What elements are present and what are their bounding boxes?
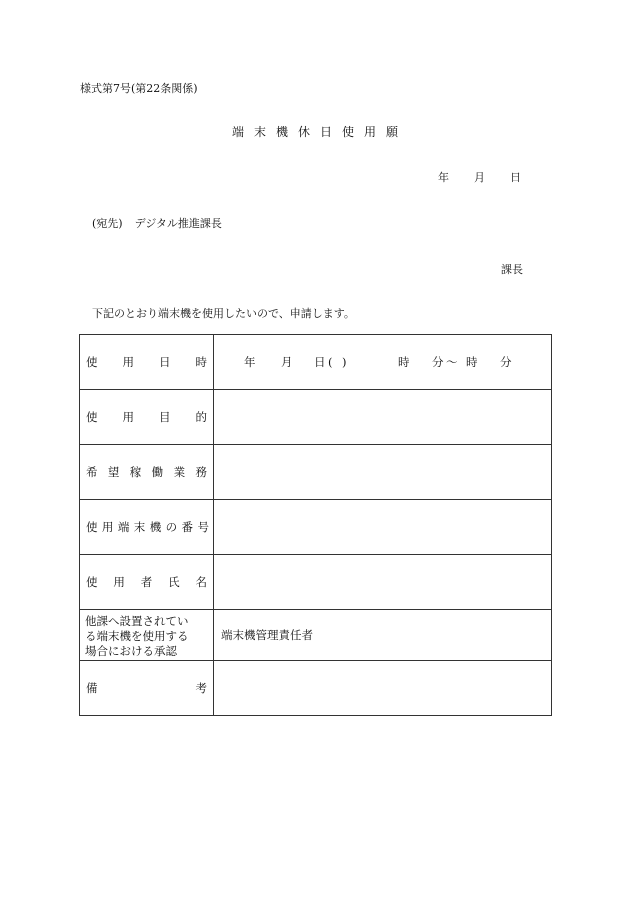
dt-day: 日 xyxy=(314,355,326,369)
value-usage-purpose[interactable] xyxy=(214,390,552,445)
title-char: 使 xyxy=(342,125,355,139)
label-char: 番 xyxy=(181,520,194,534)
label-char: 稼 xyxy=(129,465,142,479)
table-row-remarks xyxy=(80,661,552,716)
label-char: 用 xyxy=(122,355,134,369)
title-char: 休 xyxy=(297,125,310,139)
addressee xyxy=(92,215,222,231)
table-row-usage-purpose xyxy=(80,390,552,445)
value-remarks[interactable] xyxy=(214,661,552,716)
label-approval xyxy=(80,610,214,661)
table-row-user-name xyxy=(80,555,552,610)
table-row-approval xyxy=(80,610,552,661)
document-title xyxy=(0,123,630,140)
label-char: 考 xyxy=(195,681,207,695)
value-approval[interactable] xyxy=(214,610,552,661)
table-row-terminal-number xyxy=(80,500,552,555)
table-row-usage-datetime xyxy=(80,335,552,390)
label-char: 氏 xyxy=(168,575,180,589)
label-char: 端 xyxy=(117,520,130,534)
dt-paren-close: ) xyxy=(342,355,347,369)
label-char: 用 xyxy=(101,520,114,534)
title-char: 願 xyxy=(386,125,399,139)
label-char: 使 xyxy=(86,520,98,534)
title-char: 端 xyxy=(231,125,244,139)
title-char: 機 xyxy=(275,125,288,139)
label-char: 務 xyxy=(195,465,207,479)
date-day-label: 日 xyxy=(510,171,521,184)
label-user-name xyxy=(80,555,214,610)
label-char: 者 xyxy=(140,575,153,589)
label-char: 望 xyxy=(107,465,120,479)
label-char: 名 xyxy=(195,575,207,589)
label-char: の xyxy=(165,520,178,534)
dt-tilde: ～ xyxy=(446,355,458,369)
label-char: 時 xyxy=(195,355,207,369)
date-month-label: 月 xyxy=(474,171,485,184)
terminal-manager-label: 端末機管理責任者 xyxy=(221,628,313,642)
dt-minute-to: 分 xyxy=(500,355,512,369)
label-desired-work xyxy=(80,445,214,500)
label-char: 希 xyxy=(86,465,98,479)
label-char: 目 xyxy=(159,410,171,424)
label-char: 業 xyxy=(173,465,186,479)
dt-hour-to: 時 xyxy=(466,355,478,369)
label-char: 号 xyxy=(197,520,209,534)
dt-minute-from: 分 xyxy=(432,355,444,369)
label-usage-purpose xyxy=(80,390,214,445)
table-row-desired-work xyxy=(80,445,552,500)
label-char: 機 xyxy=(149,520,162,534)
label-char: 働 xyxy=(151,465,164,479)
intro-text: 下記のとおり端末機を使用したいので、申請します。 xyxy=(92,307,355,320)
label-char: 使 xyxy=(86,410,98,424)
label-usage-datetime xyxy=(80,335,214,390)
dt-month: 月 xyxy=(281,355,293,369)
value-usage-datetime[interactable] xyxy=(214,335,552,390)
label-char: 日 xyxy=(159,355,171,369)
label-line: 他課へ設置されてい xyxy=(85,613,189,628)
label-remarks xyxy=(80,661,214,716)
value-user-name[interactable] xyxy=(214,555,552,610)
application-date xyxy=(438,169,521,185)
label-char: 用 xyxy=(122,410,134,424)
dt-paren-open: ( xyxy=(328,355,333,369)
label-char: 備 xyxy=(86,681,98,695)
label-line: る端末機を使用する xyxy=(85,628,189,643)
dt-hour-from: 時 xyxy=(398,355,410,369)
form-number: 様式第7号(第22条関係) xyxy=(80,82,198,95)
label-char: 使 xyxy=(86,355,98,369)
title-char: 末 xyxy=(253,125,266,139)
label-terminal-number xyxy=(80,500,214,555)
label-char: 的 xyxy=(195,410,207,424)
value-desired-work[interactable] xyxy=(214,445,552,500)
application-table xyxy=(79,334,552,716)
title-char: 日 xyxy=(320,125,333,139)
date-year-label: 年 xyxy=(438,171,449,184)
applicant-section-chief: 課長 xyxy=(501,263,523,276)
title-char: 用 xyxy=(364,125,377,139)
value-terminal-number[interactable] xyxy=(214,500,552,555)
label-char: 使 xyxy=(86,575,98,589)
label-char: 末 xyxy=(133,520,146,534)
addressee-name: デジタル推進課長 xyxy=(134,217,222,230)
dt-year: 年 xyxy=(244,355,256,369)
label-char: 用 xyxy=(113,575,125,589)
label-line: 場合における承認 xyxy=(85,643,177,658)
addressee-label: (宛先) xyxy=(92,217,123,230)
